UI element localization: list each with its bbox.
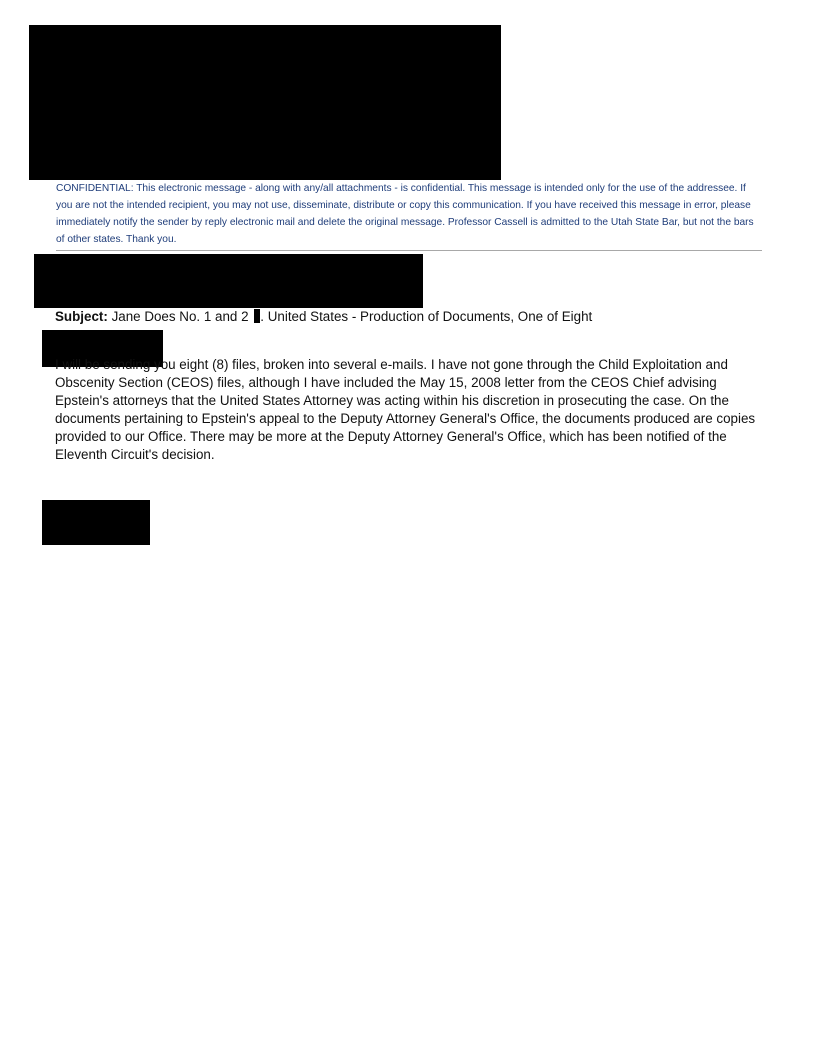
subject-text-part2: . United States - Production of Documents, One of Eight — [260, 309, 593, 324]
redaction-block-sender — [34, 254, 423, 308]
redaction-block-header — [29, 25, 501, 180]
subject-label: Subject: — [55, 309, 108, 324]
subject-text-part1: Jane Does No. 1 and 2 — [111, 309, 249, 324]
subject-line — [55, 308, 592, 326]
confidential-notice: CONFIDENTIAL: This electronic message - along with any/all attachments - is confidential. This message is intended only for the use of the addressee. If you are not the intended recipient, you may not use, disseminate, distribute or copy this communication. If you have received this message in error, please immediately notify the sender by reply electronic mail and delete the original message. Professor Cassell is admitted to the Utah State Bar, but not the bars of other states. Thank you. — [56, 183, 754, 245]
email-body: I will be sending you eight (8) files, broken into several e-mails. I have not gone through the Child Exploitation and Obscenity Section (CEOS) files, although I have included the May 15, 2008 letter from the CEOS Chief advising Epstein's attorneys that the United States Attorney was acting within his discretion in prosecuting the case. On the documents pertaining to Epstein's appeal to the Deputy Attorney General's Office, the documents produced are copies provided to our Office. There may be more at the Deputy Attorney General's Office, which has been notified of the Eleventh Circuit's decision. — [55, 357, 756, 462]
divider — [56, 250, 762, 251]
redaction-block-signature — [42, 500, 150, 545]
